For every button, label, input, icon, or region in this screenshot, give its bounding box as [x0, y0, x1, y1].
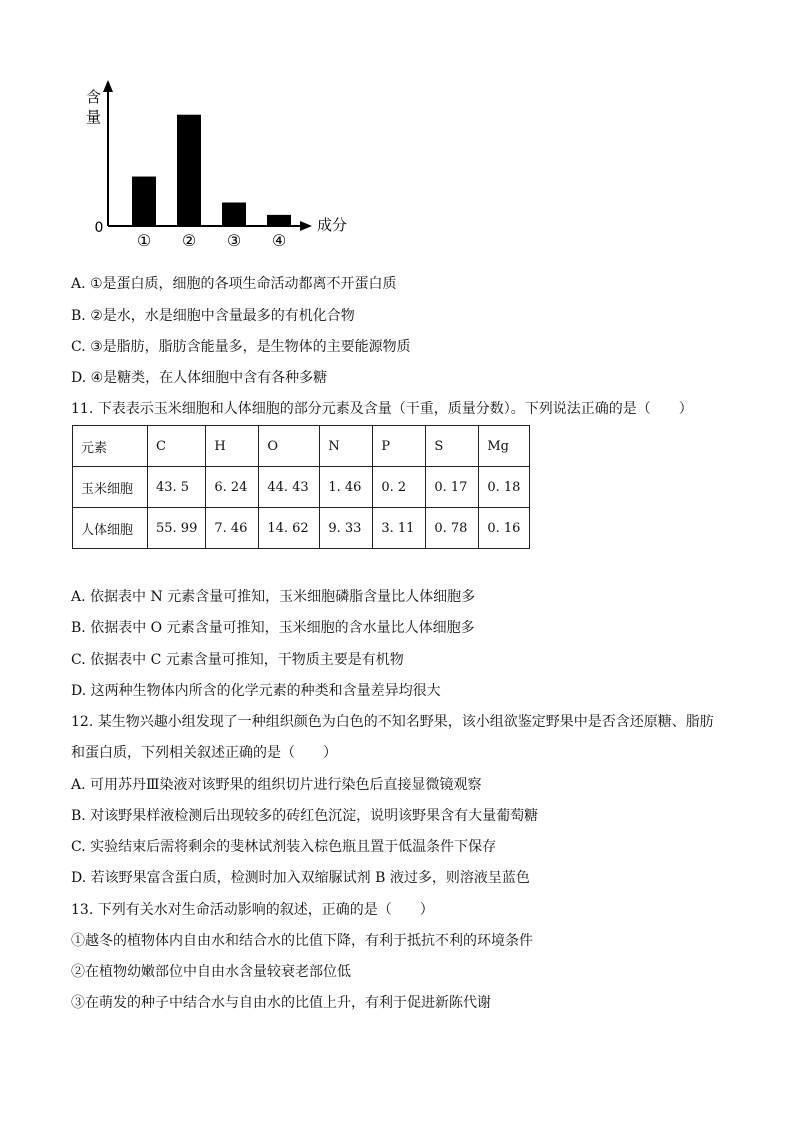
- q12-option-b: B. 对该野果样液检测后出现较多的砖红色沉淀，说明该野果含有大量葡萄糖: [71, 808, 539, 824]
- x-tick-label-4: ④: [271, 231, 287, 250]
- q13-statement-3: ③在萌发的种子中结合水与自由水的比值上升，有利于促进新陈代谢: [71, 995, 491, 1011]
- q12-stem-line-1: 12. 某生物兴趣小组发现了一种组织颜色为白色的不知名野果，该小组欲鉴定野果中是否含还原糖、脂肪: [71, 714, 714, 730]
- table-header-cell: S: [426, 426, 479, 467]
- table-header-cell: O: [259, 426, 320, 467]
- y-axis-label-char-1: 含: [86, 88, 102, 106]
- table-cell: 3. 11: [373, 508, 426, 549]
- table-cell: 0. 16: [479, 508, 530, 549]
- q13-stem: 13. 下列有关水对生命活动影响的叙述，正确的是（ ）: [71, 902, 434, 918]
- table-header-cell: N: [320, 426, 373, 467]
- q11-option-c: C. 依据表中 C 元素含量可推知，干物质主要是有机物: [71, 652, 404, 668]
- table-header-cell: Mg: [479, 426, 530, 467]
- table-cell: 0. 17: [426, 467, 479, 508]
- table-header-cell: 元素: [73, 426, 148, 467]
- q11-option-b: B. 依据表中 O 元素含量可推知，玉米细胞的含水量比人体细胞多: [71, 620, 475, 636]
- q10-option-d: D. ④是糖类，在人体细胞中含有各种多糖: [71, 370, 328, 386]
- x-axis-label: 成分: [317, 216, 348, 234]
- q10-option-c: C. ③是脂肪，脂肪含能量多，是生物体的主要能源物质: [71, 339, 411, 355]
- table-cell: 44. 43: [259, 467, 320, 508]
- table-cell: 1. 46: [320, 467, 373, 508]
- bar-2: [177, 115, 201, 226]
- q13-statement-2: ②在植物幼嫩部位中自由水含量较衰老部位低: [71, 964, 351, 980]
- table-header-cell: C: [148, 426, 206, 467]
- table-header-cell: H: [206, 426, 259, 467]
- table-cell: 玉米细胞: [73, 467, 148, 508]
- x-tick-label-3: ③: [226, 231, 242, 250]
- table-cell: 43. 5: [148, 467, 206, 508]
- table-cell: 55. 99: [148, 508, 206, 549]
- q12-option-a: A. 可用苏丹Ⅲ染液对该野果的组织切片进行染色后直接显微镜观察: [71, 777, 482, 793]
- q11-stem: 11. 下表表示玉米细胞和人体细胞的部分元素及含量（干重，质量分数）。下列说法正确的是（ ）: [71, 401, 693, 417]
- table-cell: 人体细胞: [73, 508, 148, 549]
- x-tick-label-1: ①: [136, 231, 152, 250]
- q12-stem-line-2: 和蛋白质，下列相关叙述正确的是（ ）: [71, 745, 337, 761]
- x-tick-label-2: ②: [181, 231, 197, 250]
- q10-option-b: B. ②是水，水是细胞中含量最多的有机化合物: [71, 308, 355, 324]
- q11-option-a: A. 依据表中 N 元素含量可推知，玉米细胞磷脂含量比人体细胞多: [71, 589, 476, 605]
- table-cell: 14. 62: [259, 508, 320, 549]
- table-cell: 6. 24: [206, 467, 259, 508]
- table-cell: 9. 33: [320, 508, 373, 549]
- element-content-table: [72, 425, 530, 549]
- bar-4: [267, 215, 291, 226]
- table-header-row: [73, 426, 530, 467]
- y-axis-arrow: [103, 80, 113, 92]
- y-axis-label-char-2: 量: [86, 108, 102, 126]
- table-cell: 0. 18: [479, 467, 530, 508]
- table-row: [73, 508, 530, 549]
- q11-option-d: D. 这两种生物体内所含的化学元素的种类和含量差异均很大: [71, 683, 441, 699]
- bar-chart: [80, 76, 370, 251]
- table-cell: 7. 46: [206, 508, 259, 549]
- table-cell: 0. 78: [426, 508, 479, 549]
- q13-statement-1: ①越冬的植物体内自由水和结合水的比值下降，有利于抵抗不利的环境条件: [71, 933, 533, 949]
- q12-option-d: D. 若该野果富含蛋白质，检测时加入双缩脲试剂 B 液过多，则溶液呈蓝色: [71, 870, 530, 886]
- bar-1: [132, 177, 156, 226]
- q12-option-c: C. 实验结束后需将剩余的斐林试剂装入棕色瓶且置于低温条件下保存: [71, 839, 497, 855]
- q10-option-a: A. ①是蛋白质，细胞的各项生命活动都离不开蛋白质: [71, 276, 397, 292]
- bar-3: [222, 203, 246, 226]
- x-axis-arrow: [300, 221, 312, 231]
- origin-label: 0: [94, 220, 104, 236]
- table-header-cell: P: [373, 426, 426, 467]
- table-cell: 0. 2: [373, 467, 426, 508]
- table-row: [73, 467, 530, 508]
